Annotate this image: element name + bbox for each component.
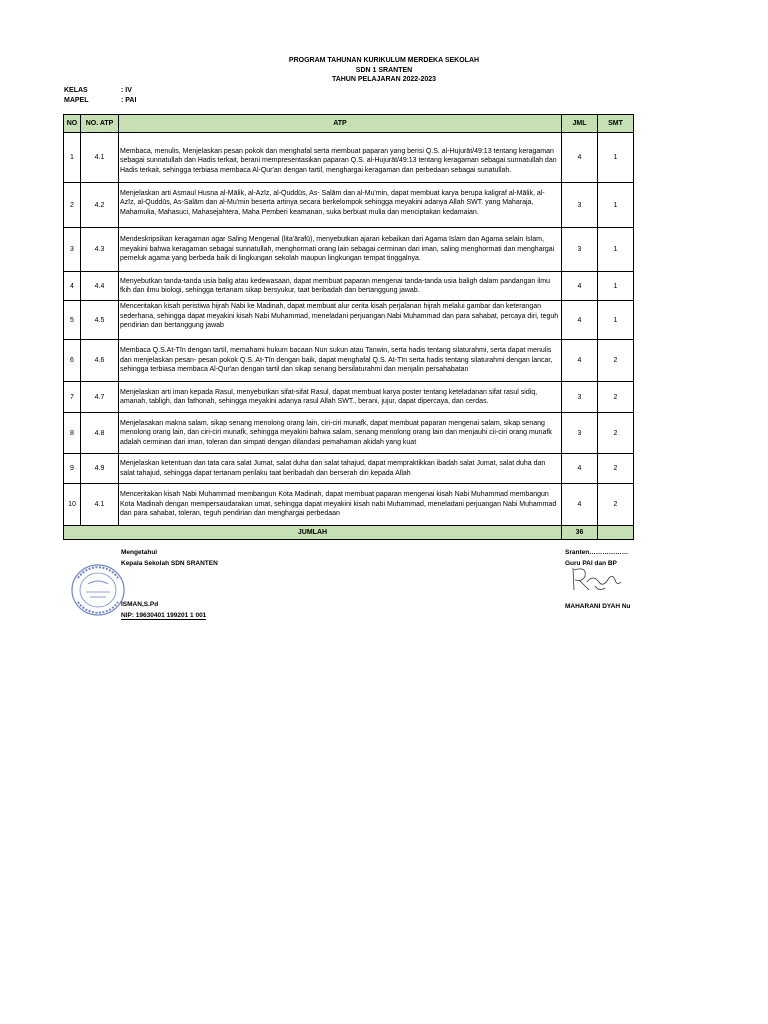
row-atp-no: 4.1 (81, 484, 119, 526)
header-jml: JML (562, 115, 598, 133)
row-smt: 2 (598, 340, 634, 382)
total-blank-cell (598, 526, 634, 540)
table-row (64, 382, 634, 413)
row-smt: 1 (598, 228, 634, 272)
row-atp-no: 4.4 (81, 272, 119, 301)
row-jml: 4 (562, 301, 598, 340)
sig-right-place-date: Sranten……………… (565, 549, 629, 556)
table-row (64, 228, 634, 272)
row-jml: 3 (562, 382, 598, 413)
doc-title-line1: PROGRAM TAHUNAN KURIKULUM MERDEKA SEKOLAH (288, 57, 480, 64)
atp-table (63, 114, 634, 540)
row-no: 4 (64, 272, 81, 301)
row-jml: 4 (562, 484, 598, 526)
table-row (64, 413, 634, 454)
row-atp-no: 4.9 (81, 454, 119, 484)
kelas-row (64, 87, 132, 94)
kelas-value: : IV (121, 87, 132, 94)
table-row (64, 484, 634, 526)
total-value: 36 (562, 526, 598, 540)
row-atp-no: 4.8 (81, 413, 119, 454)
table-header-row (64, 115, 634, 133)
row-smt: 2 (598, 484, 634, 526)
row-atp-no: 4.3 (81, 228, 119, 272)
sig-left-title: Kepala Sekolah SDN SRANTEN (121, 560, 218, 567)
row-jml: 4 (562, 340, 598, 382)
row-smt: 2 (598, 382, 634, 413)
sig-left-name: ISMAN,S.Pd (121, 601, 159, 608)
header-no: NO (64, 115, 81, 133)
sig-right-name: MAHARANI DYAH Nu (565, 603, 631, 610)
mapel-row (64, 97, 137, 104)
row-atp-no: 4.5 (81, 301, 119, 340)
row-smt: 1 (598, 301, 634, 340)
row-smt: 2 (598, 454, 634, 484)
row-atp-no: 4.2 (81, 183, 119, 228)
row-atp-text: Membaca Q.S.At-Tīn dengan tartil, memahami hukum bacaan Nun sukun atau Tanwin, serta hadis tentang silaturahmi, serta dapat menulis dan menjelaskan pesan- pesan pokok Q.S. At-Tīn dengan baik, dapat menghafal Q.S. At-Tīn serta hadis tentang silaturahmi dengan lancar, sehingga terbiasa membaca Al-Qur'an dengan tartil dan sikap senang bersilaturahmi dan menjalin persahabatan (119, 340, 562, 382)
row-atp-no: 4.1 (81, 133, 119, 183)
row-atp-text: Menyebutkan tanda-tanda usia balig atau kedewasaan, dapat membuat paparan mengenai tanda-tanda usia baligh dalam pandangan ilmu fkih dan ilmu biologi, sehingga tertanam sikap bersyukur, taat beribadah dan bertanggung jawab. (119, 272, 562, 301)
row-atp-no: 4.6 (81, 340, 119, 382)
sig-left-nip: NIP: 19630401 199201 1 001 (121, 612, 207, 619)
row-atp-text: Mendeskripsikan keragaman agar Saling Mengenal (lita'ārafū), menyebutkan ajaran kebaikan dari Agama Islam dan Agama selain Islam, meyakini bahwa keragaman sebagai sunnatullah, menghormati orang lain sebagai cerminan dari iman, saling menghormati dan menghargai pemeluk agama yang berbeda baik di lingkungan sekolah maupun lingkungan tempat tinggalnya. (119, 228, 562, 272)
row-jml: 4 (562, 454, 598, 484)
mapel-value: : PAI (121, 97, 137, 104)
row-jml: 3 (562, 413, 598, 454)
row-jml: 3 (562, 228, 598, 272)
row-no: 5 (64, 301, 81, 340)
row-no: 10 (64, 484, 81, 526)
row-smt: 1 (598, 133, 634, 183)
school-stamp-icon (68, 560, 128, 620)
row-smt: 2 (598, 413, 634, 454)
row-atp-text: Menjelaskan arti iman kepada Rasul, menyebutkan sifat-sifat Rasul, dapat membuat karya poster tentang keteladanan sifat rasul sidiq, amanah, tabligh, dan fathonah, sehingga meyakini adanya rasul Allah SWT., berani, jujur, dapat dipercaya, dan cerdas. (119, 382, 562, 413)
row-atp-text: Menjelaskan ketentuan dan tata cara salat Jumat, salat duha dan salat tahajud, dapat mempraktikkan ibadah salat Jumat, salat duha dan salat tahajud, sehingga dapat tertanam perilaku taat beribadah dan berserah diri kepada Allah (119, 454, 562, 484)
table-row (64, 183, 634, 228)
row-no: 7 (64, 382, 81, 413)
row-atp-text: Menceritakan kisah Nabi Muhammad membangun Kota Madinah, dapat membuat paparan mengenai kisah Nabi Muhammad membangun Kota Madinah dengan mempersaudarakan umat, sehingga dapat meyakini kisah nabi Muhammad, meneladani perjuangan Nabi Muhammad dan para sahabat, toleran, teguh pendirian dan menghargai perbedaan (119, 484, 562, 526)
row-jml: 4 (562, 133, 598, 183)
total-label: JUMLAH (64, 526, 562, 540)
header-smt: SMT (598, 115, 634, 133)
header-no-atp: NO. ATP (81, 115, 119, 133)
row-atp-text: Menjelasakan makna salam, sikap senang menolong orang lain, ciri-ciri munafk, dapat membuat paparan mengenai salam, sikap senang menolong orang lain, dan ciri-ciri munafk, sehingga meyakini bahwa salam, senang menolong orang lain dan menjauhi cii-ciri orang munafk adalah cerminan dari iman, toleran dan simpati dengan dilandasi pemahaman akidah yang kuat (119, 413, 562, 454)
row-no: 9 (64, 454, 81, 484)
row-no: 8 (64, 413, 81, 454)
row-no: 1 (64, 133, 81, 183)
table-row (64, 272, 634, 301)
row-smt: 1 (598, 183, 634, 228)
row-atp-text: Menceritakan kisah peristiwa hijrah Nabi ke Madinah, dapat membuat alur cerita kisah perjalanan hijrah melalui gambar dan keterangan sederhana, sehingga dapat meyakini kisah Nabi Muhammad, meneladani perjuangan Nabi Muhammad dan para sahabat, percaya diri, teguh pendirian dan bertanggung jawab (119, 301, 562, 340)
doc-title-line2: SDN 1 SRANTEN (355, 67, 413, 74)
mapel-label: MAPEL (64, 97, 89, 104)
table-row (64, 301, 634, 340)
table-row (64, 133, 634, 183)
row-atp-text: Menjelaskan arti Asmaul Husna al-Mālik, al-Azīz, al-Quddūs, As- Salām dan al-Mu'min, dapat membuat karya berupa kaligraf al-Mālik, al-Azīz, al-Quddūs, As-Salām dan al-Mu'min beserta artinya secara berkelompok sehingga meyakini adanya Allah SWT. yang Maharaja, Mahamulia, Mahasuci, Mahasejahtera, Maha Pemberi keamanan, suka berbuat mulia dan menciptakan kedamaian. (119, 183, 562, 228)
row-no: 3 (64, 228, 81, 272)
row-atp-text: Membaca, menulis, Menjelaskan pesan pokok dan menghafal serta membuat paparan yang berisi Q.S. al-Hujurāt/49:13 tentang keragaman sebagai sunnatullah dan Hadis terkait, berani mempresentasikan paparan Q.S. al-Hujurāt/49:13 tentang keragaman sebagai sunnatullah dan Hadis terkait, sehingga terbiasa membaca Al-Qur'an dengan tartil, menghargai keragaman dan perbedaan sebagai sunatullah. (119, 133, 562, 183)
row-jml: 4 (562, 272, 598, 301)
row-jml: 3 (562, 183, 598, 228)
kelas-label: KELAS (64, 87, 88, 94)
row-no: 2 (64, 183, 81, 228)
table-row (64, 340, 634, 382)
total-row (64, 526, 634, 540)
row-no: 6 (64, 340, 81, 382)
sig-left-mengetahui: Mengetahui (121, 549, 158, 556)
row-atp-no: 4.7 (81, 382, 119, 413)
header-atp: ATP (119, 115, 562, 133)
sig-right-title: Guru PAI dan BP (565, 560, 617, 567)
signature-icon (565, 560, 625, 596)
table-row (64, 454, 634, 484)
row-smt: 1 (598, 272, 634, 301)
doc-title-line3: TAHUN PELAJARAN 2022-2023 (331, 76, 437, 83)
